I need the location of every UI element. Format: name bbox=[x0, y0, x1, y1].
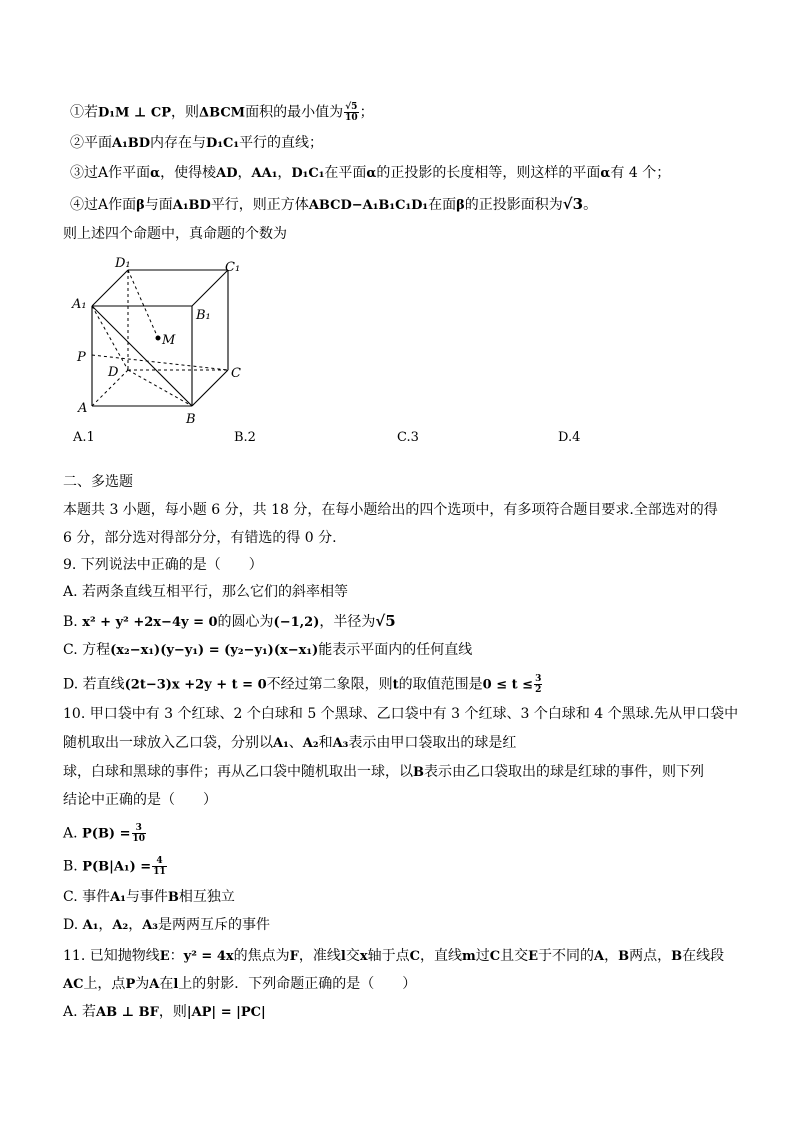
text-run: 的正投影的长度相等，则这样的平面 bbox=[376, 165, 601, 181]
edge-a1-d1 bbox=[92, 270, 128, 306]
math-expr: l bbox=[340, 949, 346, 964]
math-expr: E bbox=[159, 949, 170, 964]
text-run: ，则 bbox=[171, 104, 200, 121]
text-run: 与面 bbox=[144, 197, 173, 213]
label-c1: C₁ bbox=[225, 260, 241, 275]
edge-c-b bbox=[192, 370, 228, 406]
q9-option-d bbox=[63, 674, 543, 696]
math-expr: A₁ bbox=[82, 918, 99, 933]
math-expr: β bbox=[136, 198, 145, 213]
fraction-denominator: 2 bbox=[535, 685, 542, 695]
q10-option-a bbox=[63, 823, 147, 845]
math-expr: E bbox=[528, 949, 538, 964]
math-expr: ΔBCM bbox=[199, 105, 246, 121]
text-run: 两点， bbox=[629, 948, 672, 964]
math-expr: ABCD−A₁B₁C₁D₁ bbox=[308, 198, 429, 213]
text-run: 在 bbox=[159, 976, 174, 992]
section-title: 二、多选题 bbox=[63, 474, 133, 490]
math-expr: B bbox=[413, 765, 424, 780]
text-run: D. 若直线 bbox=[63, 676, 125, 693]
math-expr: x bbox=[359, 949, 368, 964]
text-run: 为 bbox=[135, 976, 150, 992]
math-expr: D₁C₁ bbox=[206, 136, 240, 151]
math-expr: α bbox=[366, 166, 377, 181]
math-expr: P bbox=[125, 977, 136, 992]
math-expr: A₂ bbox=[112, 918, 129, 933]
math-expr: A₃ bbox=[332, 736, 349, 751]
math-expr: √5 bbox=[375, 612, 396, 630]
hidden-line-d-b bbox=[128, 370, 192, 406]
text-run: D. bbox=[63, 917, 83, 933]
text-run: ③过A作平面 bbox=[70, 165, 151, 181]
label-c: C bbox=[231, 366, 241, 381]
math-expr: (x₂−x₁)(y−y₁) = (y₂−y₁)(x−x₁) bbox=[110, 643, 319, 658]
diagonal-a1-b bbox=[92, 306, 192, 406]
text-run: 相互独立 bbox=[178, 889, 235, 905]
section-intro-line-1: 本题共 3 小题，每小题 6 分，共 18 分，在每小题给出的四个选项中，有多项符合题目要求.全部选对的得 bbox=[63, 502, 718, 518]
text-run: ，半径为 bbox=[319, 614, 376, 630]
q8-statement-4 bbox=[70, 194, 597, 216]
math-expr: P(B) = bbox=[82, 826, 131, 842]
label-p: P bbox=[77, 350, 86, 365]
text-run: ， bbox=[604, 948, 619, 964]
math-expr: α bbox=[150, 166, 161, 181]
q8-option-d: D.4 bbox=[558, 430, 581, 445]
math-expr: A bbox=[149, 977, 160, 992]
text-run: 的正投影面积为 bbox=[464, 197, 563, 213]
fraction bbox=[132, 823, 147, 844]
text-run: ①若 bbox=[70, 104, 98, 121]
q10-line-4: 结论中正确的是（ ） bbox=[63, 792, 217, 808]
q10-line-3 bbox=[63, 762, 704, 784]
math-expr: (−1,2) bbox=[273, 615, 320, 630]
q11-line-2 bbox=[63, 974, 416, 996]
q11-option-a bbox=[63, 1002, 266, 1024]
text-run: 内存在与 bbox=[150, 135, 207, 151]
label-d1: D₁ bbox=[115, 256, 131, 271]
math-expr: A₁ bbox=[110, 890, 126, 905]
text-run: ， bbox=[98, 917, 113, 933]
math-expr: AD bbox=[216, 166, 238, 181]
text-run: 、 bbox=[288, 735, 303, 751]
q10-line-2 bbox=[63, 733, 516, 755]
text-run: B. bbox=[63, 858, 83, 875]
text-run: 过 bbox=[475, 948, 490, 964]
text-run: ； bbox=[359, 104, 374, 121]
math-expr: β bbox=[456, 198, 465, 213]
math-expr: F bbox=[289, 949, 299, 964]
fraction bbox=[344, 102, 359, 123]
math-expr: A bbox=[594, 949, 605, 964]
text-run: 是两两互斥的事件 bbox=[157, 917, 270, 933]
math-expr: l bbox=[173, 977, 179, 992]
text-run: ， bbox=[237, 165, 252, 181]
q9-title: 9. 下列说法中正确的是（ ） bbox=[63, 557, 263, 573]
label-b: B bbox=[186, 412, 196, 427]
q9-option-a: A. 若两条直线互相平行，那么它们的斜率相等 bbox=[63, 584, 349, 600]
text-run: 在线段 bbox=[682, 948, 725, 964]
edge-c1-b1 bbox=[192, 270, 228, 306]
math-expr: B bbox=[167, 890, 179, 905]
text-run: 且交 bbox=[500, 948, 529, 964]
text-run: ，使得棱 bbox=[160, 165, 217, 181]
text-run: 上，点 bbox=[83, 976, 126, 992]
label-a: A bbox=[78, 401, 88, 416]
fraction bbox=[534, 674, 542, 695]
q10-option-d bbox=[63, 915, 270, 937]
q9-option-c bbox=[63, 640, 472, 662]
q8-statement-1 bbox=[70, 102, 374, 124]
fraction-numerator: √5 bbox=[345, 102, 358, 112]
text-run: ： bbox=[169, 948, 184, 964]
fraction bbox=[152, 856, 167, 877]
math-expr: √3 bbox=[562, 195, 584, 213]
hidden-line-d1-m bbox=[128, 270, 158, 338]
text-run: 轴于点 bbox=[367, 948, 410, 964]
fraction-denominator: 11 bbox=[153, 867, 166, 877]
text-run: 的圆心为 bbox=[217, 614, 274, 630]
math-expr: B bbox=[618, 949, 630, 964]
text-run: 能表示平面内的任何直线 bbox=[318, 642, 473, 658]
text-run: ，准线 bbox=[298, 948, 341, 964]
math-expr: D₁C₁ bbox=[291, 166, 325, 181]
text-run: ，则 bbox=[158, 1004, 187, 1020]
text-run: 在面 bbox=[428, 197, 457, 213]
text-run: 的取值范围是 bbox=[398, 676, 483, 693]
q8-option-a: A.1 bbox=[73, 430, 95, 445]
text-run: 随机取出一球放入乙口袋，分别以 bbox=[63, 735, 273, 751]
text-run: ②平面 bbox=[70, 135, 112, 151]
text-run: 与事件 bbox=[125, 889, 168, 905]
label-b1: B₁ bbox=[196, 308, 211, 323]
text-run: 上的射影．下列命题正确的是（ ） bbox=[178, 976, 417, 992]
text-run: ，直线 bbox=[419, 948, 462, 964]
math-expr: t bbox=[392, 677, 399, 693]
math-expr: C bbox=[489, 949, 501, 964]
text-run: 不经过第二象限，则 bbox=[266, 676, 393, 693]
math-expr: |AP| = |PC| bbox=[186, 1005, 266, 1020]
text-run: 和 bbox=[318, 735, 333, 751]
math-expr: m bbox=[461, 949, 476, 964]
text-run: 平行的直线； bbox=[239, 135, 324, 151]
fraction-denominator: 10 bbox=[132, 834, 146, 844]
math-expr: A₂ bbox=[302, 736, 319, 751]
math-expr: x² + y² +2x−4y = 0 bbox=[82, 615, 218, 630]
cube-figure bbox=[60, 245, 260, 430]
fraction-numerator: 3 bbox=[132, 823, 147, 834]
q8-statement-3 bbox=[70, 163, 670, 185]
q9-option-b bbox=[63, 611, 396, 633]
label-a1: A₁ bbox=[72, 297, 87, 312]
math-expr: AB ⊥ BF bbox=[96, 1005, 159, 1020]
text-run: B. bbox=[63, 614, 83, 630]
text-run: 表示由乙口袋取出的球是红球的事件，则下列 bbox=[424, 764, 704, 780]
point-m-dot bbox=[156, 336, 161, 341]
section-intro-line-2: 6 分，部分选对得部分分，有错选的得 0 分. bbox=[63, 530, 337, 546]
fraction-denominator: 10 bbox=[345, 113, 358, 123]
math-expr: A₃ bbox=[142, 918, 158, 933]
q11-line-1 bbox=[63, 946, 724, 968]
math-expr: A₁ bbox=[273, 736, 289, 751]
text-run: 的焦点为 bbox=[233, 948, 290, 964]
math-expr: α bbox=[600, 166, 611, 181]
fraction-numerator: 4 bbox=[152, 856, 167, 867]
q8-stem: 则上述四个命题中，真命题的个数为 bbox=[63, 226, 287, 242]
math-expr: A₁BD bbox=[172, 198, 211, 213]
q10-option-c bbox=[63, 887, 235, 909]
q10-line-1: 10. 甲口袋中有 3 个红球、2 个白球和 5 个黑球、乙口袋中有 3 个红球、3 个白球和 4 个黑球.先从甲口袋中 bbox=[63, 706, 739, 722]
text-run: 11. 已知抛物线 bbox=[63, 948, 160, 964]
math-expr: AC bbox=[63, 977, 84, 992]
text-run: 球，白球和黑球的事件；再从乙口袋中随机取出一球，以 bbox=[63, 764, 413, 780]
text-run: C. 事件 bbox=[63, 889, 111, 905]
label-d: D bbox=[108, 365, 119, 380]
math-expr: B bbox=[671, 949, 683, 964]
q8-option-c: C.3 bbox=[397, 430, 419, 445]
math-expr: y² = 4x bbox=[183, 949, 234, 964]
math-expr: D₁M ⊥ CP bbox=[98, 105, 172, 121]
text-run: 于不同的 bbox=[538, 948, 594, 964]
hidden-line-a1-d bbox=[92, 306, 128, 370]
math-expr: A₁BD bbox=[112, 136, 151, 151]
text-run: 。 bbox=[583, 197, 598, 213]
text-run: A. bbox=[63, 825, 83, 842]
text-run: ④过A作面 bbox=[70, 197, 137, 213]
text-run: C. 方程 bbox=[63, 642, 111, 658]
text-run: 有 4 个； bbox=[610, 165, 671, 181]
text-run: 交 bbox=[345, 948, 360, 964]
fraction-numerator: 3 bbox=[535, 674, 542, 684]
text-run: ， bbox=[277, 165, 292, 181]
math-expr: C bbox=[409, 949, 420, 964]
text-run: 面积的最小值为 bbox=[245, 104, 344, 121]
label-m: M bbox=[162, 333, 176, 348]
text-run: 平行，则正方体 bbox=[210, 197, 309, 213]
math-expr: P(B|A₁) = bbox=[82, 859, 152, 875]
text-run: 表示由甲口袋取出的球是红 bbox=[348, 735, 517, 751]
math-expr: AA₁ bbox=[251, 166, 278, 181]
text-run: A. 若 bbox=[63, 1004, 97, 1020]
math-expr: 0 ≤ t ≤ bbox=[482, 677, 534, 693]
q8-statement-2 bbox=[70, 133, 323, 155]
math-expr: (2t−3)x +2y + t = 0 bbox=[124, 677, 267, 693]
q8-option-b: B.2 bbox=[234, 430, 256, 445]
q10-option-b bbox=[63, 856, 168, 878]
text-run: 在平面 bbox=[324, 165, 367, 181]
text-run: ， bbox=[128, 917, 143, 933]
